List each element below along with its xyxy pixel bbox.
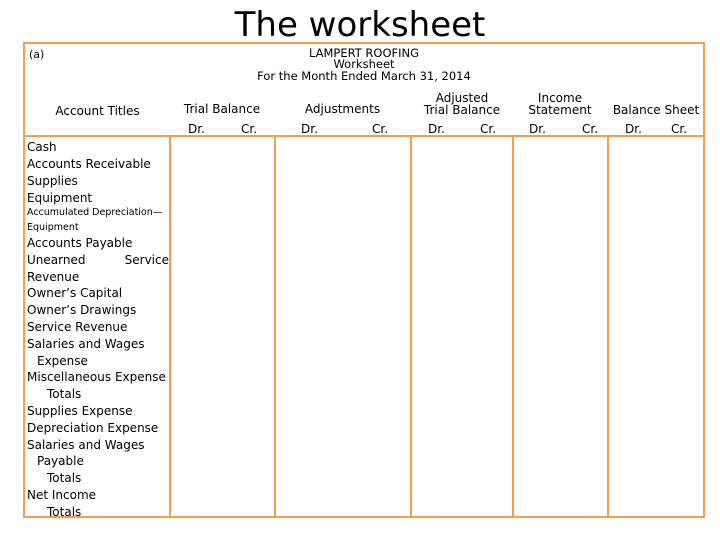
- adjustments-header: Adjustments: [304, 102, 381, 116]
- account-title: Totals: [47, 387, 82, 401]
- adjustments-cr: Cr.: [372, 122, 389, 136]
- account-title: Equipment: [27, 191, 93, 205]
- account-title: Owner’s Drawings: [27, 303, 137, 317]
- slide-title: The worksheet: [234, 5, 486, 45]
- balance-sheet-cr: Cr.: [671, 122, 688, 136]
- account-title: Owner’s Capital: [27, 286, 123, 300]
- account-title: Expense: [37, 354, 88, 368]
- column-divider: [607, 135, 609, 516]
- account-title: Supplies Expense: [27, 404, 133, 418]
- column-divider: [512, 135, 514, 516]
- trial-balance-dr: Dr.: [188, 122, 205, 136]
- account-title: Service: [124, 253, 169, 267]
- income-statement-header-line1: Income: [537, 91, 583, 105]
- account-titles-header: Account Titles: [55, 104, 140, 118]
- adjusted-tb-header-line2: Trial Balance: [423, 103, 501, 117]
- income-statement-dr: Dr.: [529, 122, 546, 136]
- adjusted-tb-dr: Dr.: [428, 122, 445, 136]
- account-title: Equipment: [27, 222, 79, 233]
- adjusted-tb-cr: Cr.: [480, 122, 497, 136]
- account-title: Accounts Payable: [27, 236, 133, 250]
- column-divider: [410, 135, 412, 516]
- income-statement-cr: Cr.: [582, 122, 599, 136]
- header-divider: [25, 135, 703, 137]
- column-divider: [274, 135, 276, 516]
- account-title: Depreciation Expense: [27, 421, 159, 435]
- account-title: Supplies: [27, 174, 78, 188]
- account-title: Salaries and Wages: [27, 438, 145, 452]
- trial-balance-cr: Cr.: [241, 122, 258, 136]
- account-title: Miscellaneous Expense: [27, 370, 166, 384]
- account-title: Accounts Receivable: [27, 157, 151, 171]
- part-label: (a): [29, 48, 45, 61]
- company-name: LAMPERT ROOFING: [308, 46, 420, 60]
- adjustments-dr: Dr.: [301, 122, 318, 136]
- balance-sheet-dr: Dr.: [625, 122, 642, 136]
- account-title: Totals: [47, 505, 82, 519]
- account-title: Unearned: [27, 253, 86, 267]
- account-title: Service Revenue: [27, 320, 128, 334]
- trial-balance-header: Trial Balance: [183, 102, 261, 116]
- worksheet-table: [23, 42, 705, 518]
- account-title: Totals: [47, 471, 82, 485]
- balance-sheet-header: Balance Sheet: [612, 103, 700, 117]
- account-title: Payable: [37, 454, 84, 468]
- account-title-row: [27, 252, 169, 269]
- worksheet-period: For the Month Ended March 31, 2014: [257, 69, 471, 83]
- account-title: Cash: [27, 140, 57, 154]
- income-statement-header-line2: Statement: [528, 103, 592, 117]
- worksheet-name: Worksheet: [333, 57, 395, 71]
- account-title: Net Income: [27, 488, 97, 502]
- account-title: Revenue: [27, 270, 80, 284]
- account-title: Salaries and Wages: [27, 337, 145, 351]
- account-title: Accumulated Depreciation—: [27, 207, 163, 218]
- adjusted-tb-header-line1: Adjusted: [435, 91, 489, 105]
